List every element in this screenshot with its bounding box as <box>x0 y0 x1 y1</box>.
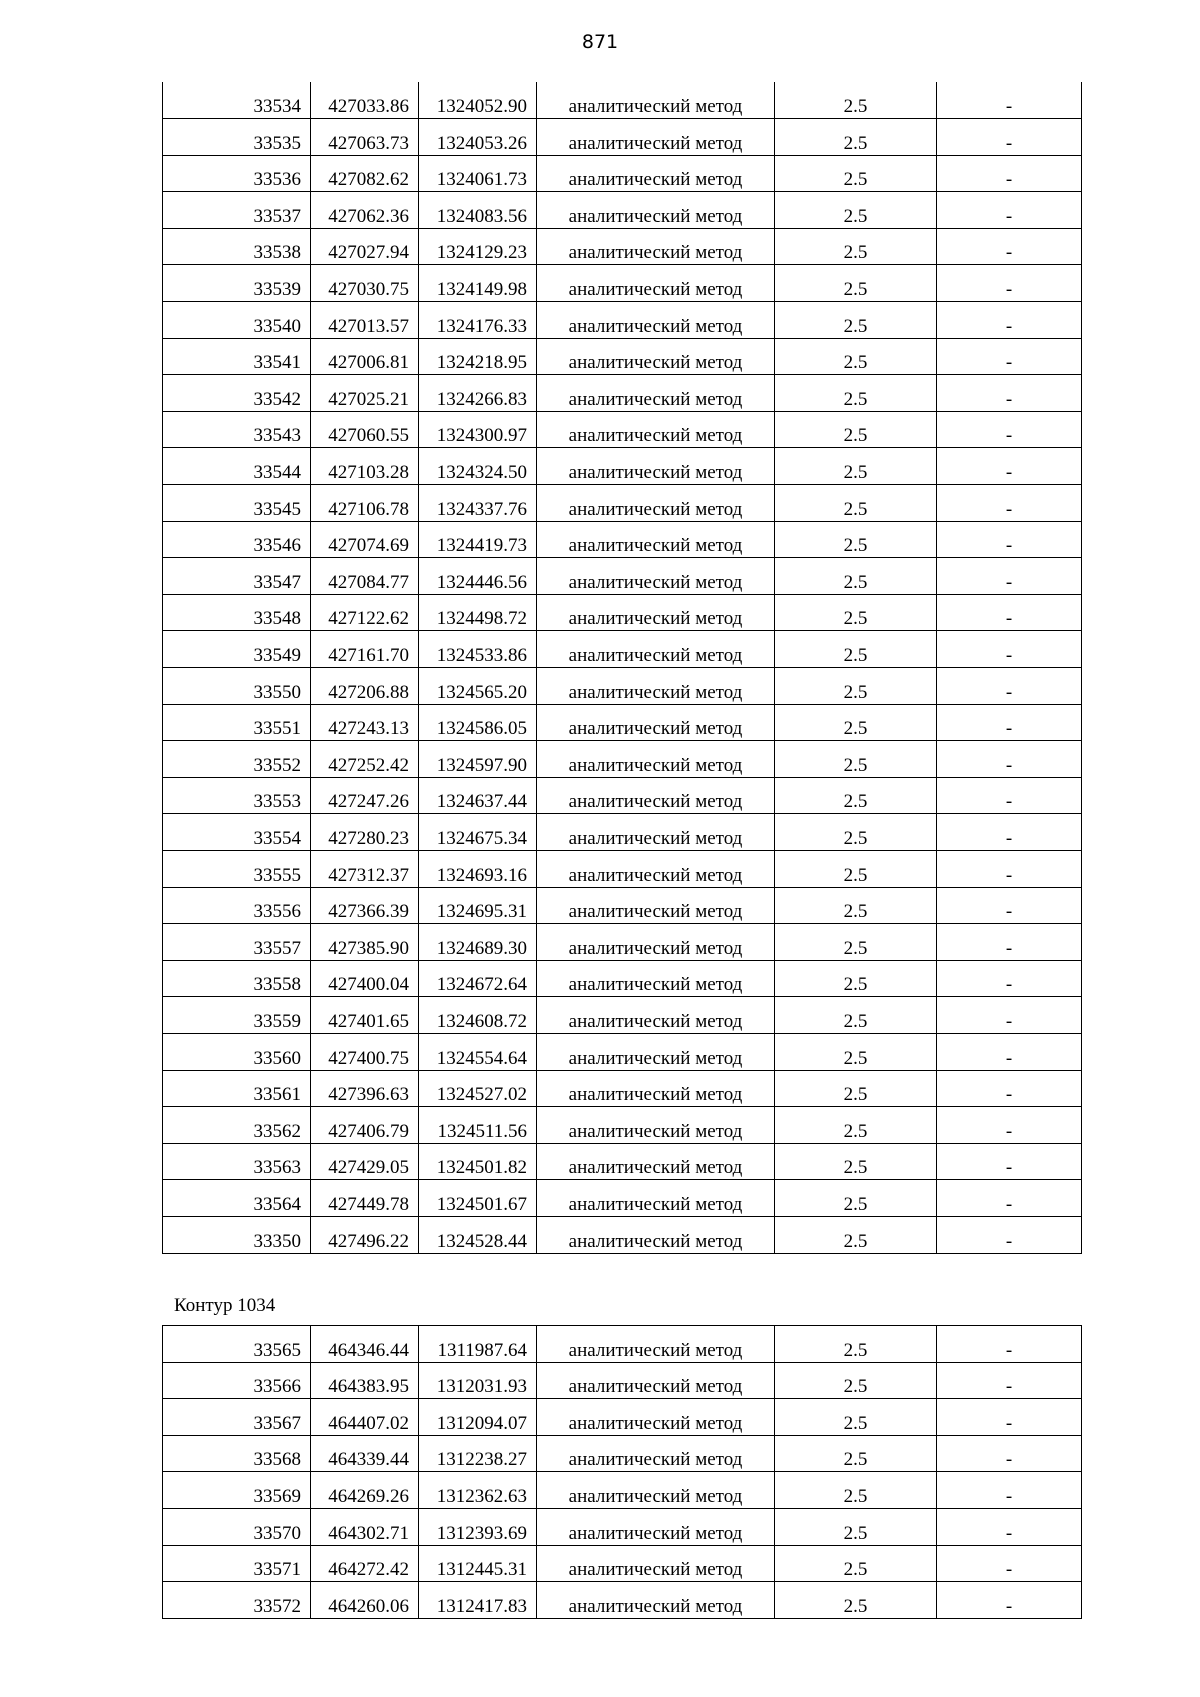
method-cell: аналитический метод <box>537 1033 775 1070</box>
note-cell: - <box>937 1107 1082 1144</box>
table-row <box>163 119 1082 156</box>
accuracy-cell: 2.5 <box>775 338 937 375</box>
table-row <box>163 448 1082 485</box>
table-row <box>163 814 1082 851</box>
y-coordinate-cell: 1324176.33 <box>419 302 537 339</box>
table-row <box>163 997 1082 1034</box>
x-coordinate-cell: 427396.63 <box>311 1070 419 1107</box>
x-coordinate-cell: 464346.44 <box>311 1326 419 1363</box>
method-cell: аналитический метод <box>537 777 775 814</box>
accuracy-cell: 2.5 <box>775 850 937 887</box>
accuracy-cell: 2.5 <box>775 1582 937 1619</box>
point-number-cell: 33560 <box>163 1033 311 1070</box>
note-cell: - <box>937 1582 1082 1619</box>
x-coordinate-cell: 427082.62 <box>311 155 419 192</box>
note-cell: - <box>937 448 1082 485</box>
table-row <box>163 338 1082 375</box>
note-cell: - <box>937 704 1082 741</box>
y-coordinate-cell: 1324565.20 <box>419 668 537 705</box>
y-coordinate-cell: 1324052.90 <box>419 82 537 119</box>
note-cell: - <box>937 1143 1082 1180</box>
x-coordinate-cell: 427206.88 <box>311 668 419 705</box>
y-coordinate-cell: 1324554.64 <box>419 1033 537 1070</box>
method-cell: аналитический метод <box>537 448 775 485</box>
point-number-cell: 33540 <box>163 302 311 339</box>
x-coordinate-cell: 427429.05 <box>311 1143 419 1180</box>
y-coordinate-cell: 1324689.30 <box>419 924 537 961</box>
method-cell: аналитический метод <box>537 155 775 192</box>
y-coordinate-cell: 1324083.56 <box>419 192 537 229</box>
x-coordinate-cell: 427033.86 <box>311 82 419 119</box>
x-coordinate-cell: 427027.94 <box>311 228 419 265</box>
note-cell: - <box>937 887 1082 924</box>
point-number-cell: 33350 <box>163 1216 311 1253</box>
x-coordinate-cell: 427280.23 <box>311 814 419 851</box>
table-row <box>163 228 1082 265</box>
table-row <box>163 668 1082 705</box>
contour-coordinates-table <box>162 1325 1082 1619</box>
table-row <box>163 1435 1082 1472</box>
point-number-cell: 33534 <box>163 82 311 119</box>
accuracy-cell: 2.5 <box>775 960 937 997</box>
note-cell: - <box>937 960 1082 997</box>
y-coordinate-cell: 1324446.56 <box>419 558 537 595</box>
note-cell: - <box>937 777 1082 814</box>
table-row <box>163 155 1082 192</box>
table-row <box>163 1399 1082 1436</box>
table-row <box>163 1582 1082 1619</box>
x-coordinate-cell: 427122.62 <box>311 594 419 631</box>
table-row <box>163 1216 1082 1253</box>
y-coordinate-cell: 1324511.56 <box>419 1107 537 1144</box>
note-cell: - <box>937 485 1082 522</box>
y-coordinate-cell: 1312094.07 <box>419 1399 537 1436</box>
y-coordinate-cell: 1312417.83 <box>419 1582 537 1619</box>
y-coordinate-cell: 1324149.98 <box>419 265 537 302</box>
point-number-cell: 33565 <box>163 1326 311 1363</box>
accuracy-cell: 2.5 <box>775 485 937 522</box>
table-row <box>163 850 1082 887</box>
table-row <box>163 960 1082 997</box>
note-cell: - <box>937 1180 1082 1217</box>
method-cell: аналитический метод <box>537 82 775 119</box>
coordinates-table <box>162 82 1082 1254</box>
x-coordinate-cell: 427161.70 <box>311 631 419 668</box>
y-coordinate-cell: 1312031.93 <box>419 1362 537 1399</box>
accuracy-cell: 2.5 <box>775 594 937 631</box>
y-coordinate-cell: 1324300.97 <box>419 411 537 448</box>
accuracy-cell: 2.5 <box>775 192 937 229</box>
point-number-cell: 33535 <box>163 119 311 156</box>
table-row <box>163 1362 1082 1399</box>
accuracy-cell: 2.5 <box>775 631 937 668</box>
table-row <box>163 1070 1082 1107</box>
accuracy-cell: 2.5 <box>775 448 937 485</box>
x-coordinate-cell: 427385.90 <box>311 924 419 961</box>
page-number: 871 <box>581 31 619 53</box>
point-number-cell: 33550 <box>163 668 311 705</box>
method-cell: аналитический метод <box>537 887 775 924</box>
y-coordinate-cell: 1324586.05 <box>419 704 537 741</box>
method-cell: аналитический метод <box>537 631 775 668</box>
accuracy-cell: 2.5 <box>775 411 937 448</box>
x-coordinate-cell: 427243.13 <box>311 704 419 741</box>
accuracy-cell: 2.5 <box>775 814 937 851</box>
note-cell: - <box>937 558 1082 595</box>
table-row <box>163 741 1082 778</box>
point-number-cell: 33562 <box>163 1107 311 1144</box>
x-coordinate-cell: 427247.26 <box>311 777 419 814</box>
note-cell: - <box>937 155 1082 192</box>
table-row <box>163 1143 1082 1180</box>
point-number-cell: 33559 <box>163 997 311 1034</box>
note-cell: - <box>937 119 1082 156</box>
note-cell: - <box>937 924 1082 961</box>
note-cell: - <box>937 338 1082 375</box>
method-cell: аналитический метод <box>537 1435 775 1472</box>
point-number-cell: 33551 <box>163 704 311 741</box>
table-row <box>163 594 1082 631</box>
method-cell: аналитический метод <box>537 1216 775 1253</box>
point-number-cell: 33571 <box>163 1545 311 1582</box>
accuracy-cell: 2.5 <box>775 1399 937 1436</box>
point-number-cell: 33570 <box>163 1508 311 1545</box>
note-cell: - <box>937 1216 1082 1253</box>
method-cell: аналитический метод <box>537 228 775 265</box>
accuracy-cell: 2.5 <box>775 997 937 1034</box>
method-cell: аналитический метод <box>537 1362 775 1399</box>
method-cell: аналитический метод <box>537 850 775 887</box>
note-cell: - <box>937 850 1082 887</box>
point-number-cell: 33542 <box>163 375 311 412</box>
note-cell: - <box>937 1033 1082 1070</box>
accuracy-cell: 2.5 <box>775 1107 937 1144</box>
note-cell: - <box>937 228 1082 265</box>
table-row <box>163 1508 1082 1545</box>
x-coordinate-cell: 427062.36 <box>311 192 419 229</box>
x-coordinate-cell: 427025.21 <box>311 375 419 412</box>
x-coordinate-cell: 464260.06 <box>311 1582 419 1619</box>
y-coordinate-cell: 1324129.23 <box>419 228 537 265</box>
y-coordinate-cell: 1324637.44 <box>419 777 537 814</box>
method-cell: аналитический метод <box>537 338 775 375</box>
note-cell: - <box>937 1472 1082 1509</box>
table-row <box>163 302 1082 339</box>
accuracy-cell: 2.5 <box>775 302 937 339</box>
note-cell: - <box>937 997 1082 1034</box>
x-coordinate-cell: 427252.42 <box>311 741 419 778</box>
table-row <box>163 924 1082 961</box>
point-number-cell: 33537 <box>163 192 311 229</box>
accuracy-cell: 2.5 <box>775 1362 937 1399</box>
point-number-cell: 33548 <box>163 594 311 631</box>
method-cell: аналитический метод <box>537 1545 775 1582</box>
accuracy-cell: 2.5 <box>775 155 937 192</box>
y-coordinate-cell: 1324498.72 <box>419 594 537 631</box>
x-coordinate-cell: 464383.95 <box>311 1362 419 1399</box>
x-coordinate-cell: 427401.65 <box>311 997 419 1034</box>
accuracy-cell: 2.5 <box>775 777 937 814</box>
point-number-cell: 33556 <box>163 887 311 924</box>
note-cell: - <box>937 1070 1082 1107</box>
point-number-cell: 33546 <box>163 521 311 558</box>
point-number-cell: 33568 <box>163 1435 311 1472</box>
point-number-cell: 33558 <box>163 960 311 997</box>
accuracy-cell: 2.5 <box>775 1143 937 1180</box>
note-cell: - <box>937 521 1082 558</box>
x-coordinate-cell: 427312.37 <box>311 850 419 887</box>
x-coordinate-cell: 427006.81 <box>311 338 419 375</box>
table-row <box>163 704 1082 741</box>
table-row <box>163 1180 1082 1217</box>
method-cell: аналитический метод <box>537 1472 775 1509</box>
accuracy-cell: 2.5 <box>775 1326 937 1363</box>
point-number-cell: 33544 <box>163 448 311 485</box>
y-coordinate-cell: 1324528.44 <box>419 1216 537 1253</box>
x-coordinate-cell: 464407.02 <box>311 1399 419 1436</box>
note-cell: - <box>937 1326 1082 1363</box>
note-cell: - <box>937 1508 1082 1545</box>
x-coordinate-cell: 464269.26 <box>311 1472 419 1509</box>
note-cell: - <box>937 631 1082 668</box>
accuracy-cell: 2.5 <box>775 228 937 265</box>
point-number-cell: 33572 <box>163 1582 311 1619</box>
note-cell: - <box>937 594 1082 631</box>
method-cell: аналитический метод <box>537 119 775 156</box>
method-cell: аналитический метод <box>537 302 775 339</box>
accuracy-cell: 2.5 <box>775 1070 937 1107</box>
y-coordinate-cell: 1324501.82 <box>419 1143 537 1180</box>
x-coordinate-cell: 427366.39 <box>311 887 419 924</box>
x-coordinate-cell: 427406.79 <box>311 1107 419 1144</box>
accuracy-cell: 2.5 <box>775 1180 937 1217</box>
y-coordinate-cell: 1324608.72 <box>419 997 537 1034</box>
point-number-cell: 33552 <box>163 741 311 778</box>
table-row <box>163 521 1082 558</box>
y-coordinate-cell: 1324053.26 <box>419 119 537 156</box>
point-number-cell: 33543 <box>163 411 311 448</box>
accuracy-cell: 2.5 <box>775 119 937 156</box>
y-coordinate-cell: 1324337.76 <box>419 485 537 522</box>
y-coordinate-cell: 1312445.31 <box>419 1545 537 1582</box>
accuracy-cell: 2.5 <box>775 375 937 412</box>
point-number-cell: 33555 <box>163 850 311 887</box>
point-number-cell: 33557 <box>163 924 311 961</box>
x-coordinate-cell: 427084.77 <box>311 558 419 595</box>
point-number-cell: 33541 <box>163 338 311 375</box>
table-row <box>163 411 1082 448</box>
method-cell: аналитический метод <box>537 1107 775 1144</box>
point-number-cell: 33561 <box>163 1070 311 1107</box>
y-coordinate-cell: 1324695.31 <box>419 887 537 924</box>
x-coordinate-cell: 427106.78 <box>311 485 419 522</box>
x-coordinate-cell: 427013.57 <box>311 302 419 339</box>
x-coordinate-cell: 427063.73 <box>311 119 419 156</box>
table-row <box>163 1545 1082 1582</box>
method-cell: аналитический метод <box>537 1582 775 1619</box>
method-cell: аналитический метод <box>537 192 775 229</box>
y-coordinate-cell: 1312393.69 <box>419 1508 537 1545</box>
point-number-cell: 33567 <box>163 1399 311 1436</box>
table-row <box>163 887 1082 924</box>
table-row <box>163 558 1082 595</box>
method-cell: аналитический метод <box>537 814 775 851</box>
point-number-cell: 33553 <box>163 777 311 814</box>
table-row <box>163 1326 1082 1363</box>
y-coordinate-cell: 1324324.50 <box>419 448 537 485</box>
note-cell: - <box>937 741 1082 778</box>
x-coordinate-cell: 427449.78 <box>311 1180 419 1217</box>
method-cell: аналитический метод <box>537 265 775 302</box>
method-cell: аналитический метод <box>537 924 775 961</box>
x-coordinate-cell: 427496.22 <box>311 1216 419 1253</box>
method-cell: аналитический метод <box>537 704 775 741</box>
method-cell: аналитический метод <box>537 1326 775 1363</box>
point-number-cell: 33549 <box>163 631 311 668</box>
table-row <box>163 777 1082 814</box>
note-cell: - <box>937 1435 1082 1472</box>
method-cell: аналитический метод <box>537 741 775 778</box>
method-cell: аналитический метод <box>537 594 775 631</box>
x-coordinate-cell: 464272.42 <box>311 1545 419 1582</box>
table-row <box>163 265 1082 302</box>
accuracy-cell: 2.5 <box>775 82 937 119</box>
y-coordinate-cell: 1324672.64 <box>419 960 537 997</box>
x-coordinate-cell: 427074.69 <box>311 521 419 558</box>
x-coordinate-cell: 427103.28 <box>311 448 419 485</box>
method-cell: аналитический метод <box>537 1070 775 1107</box>
table-row <box>163 1033 1082 1070</box>
table-row <box>163 1472 1082 1509</box>
note-cell: - <box>937 375 1082 412</box>
point-number-cell: 33569 <box>163 1472 311 1509</box>
accuracy-cell: 2.5 <box>775 924 937 961</box>
x-coordinate-cell: 427060.55 <box>311 411 419 448</box>
note-cell: - <box>937 302 1082 339</box>
note-cell: - <box>937 1399 1082 1436</box>
accuracy-cell: 2.5 <box>775 887 937 924</box>
note-cell: - <box>937 192 1082 229</box>
method-cell: аналитический метод <box>537 1143 775 1180</box>
y-coordinate-cell: 1324266.83 <box>419 375 537 412</box>
method-cell: аналитический метод <box>537 558 775 595</box>
accuracy-cell: 2.5 <box>775 741 937 778</box>
table-row <box>163 631 1082 668</box>
x-coordinate-cell: 464339.44 <box>311 1435 419 1472</box>
y-coordinate-cell: 1324533.86 <box>419 631 537 668</box>
accuracy-cell: 2.5 <box>775 265 937 302</box>
point-number-cell: 33545 <box>163 485 311 522</box>
accuracy-cell: 2.5 <box>775 558 937 595</box>
accuracy-cell: 2.5 <box>775 1472 937 1509</box>
table-row <box>163 82 1082 119</box>
point-number-cell: 33563 <box>163 1143 311 1180</box>
accuracy-cell: 2.5 <box>775 1216 937 1253</box>
note-cell: - <box>937 411 1082 448</box>
note-cell: - <box>937 1545 1082 1582</box>
table-row <box>163 1107 1082 1144</box>
y-coordinate-cell: 1324597.90 <box>419 741 537 778</box>
point-number-cell: 33538 <box>163 228 311 265</box>
y-coordinate-cell: 1312238.27 <box>419 1435 537 1472</box>
accuracy-cell: 2.5 <box>775 1435 937 1472</box>
y-coordinate-cell: 1312362.63 <box>419 1472 537 1509</box>
table-row <box>163 375 1082 412</box>
point-number-cell: 33564 <box>163 1180 311 1217</box>
y-coordinate-cell: 1324693.16 <box>419 850 537 887</box>
method-cell: аналитический метод <box>537 668 775 705</box>
note-cell: - <box>937 814 1082 851</box>
table-row <box>163 192 1082 229</box>
accuracy-cell: 2.5 <box>775 704 937 741</box>
note-cell: - <box>937 82 1082 119</box>
accuracy-cell: 2.5 <box>775 521 937 558</box>
accuracy-cell: 2.5 <box>775 1545 937 1582</box>
x-coordinate-cell: 427030.75 <box>311 265 419 302</box>
point-number-cell: 33536 <box>163 155 311 192</box>
note-cell: - <box>937 265 1082 302</box>
method-cell: аналитический метод <box>537 1399 775 1436</box>
method-cell: аналитический метод <box>537 411 775 448</box>
y-coordinate-cell: 1324675.34 <box>419 814 537 851</box>
contour-label: Контур 1034 <box>174 1295 276 1316</box>
y-coordinate-cell: 1324061.73 <box>419 155 537 192</box>
note-cell: - <box>937 668 1082 705</box>
method-cell: аналитический метод <box>537 1508 775 1545</box>
x-coordinate-cell: 427400.75 <box>311 1033 419 1070</box>
y-coordinate-cell: 1324501.67 <box>419 1180 537 1217</box>
table-row <box>163 485 1082 522</box>
accuracy-cell: 2.5 <box>775 1508 937 1545</box>
point-number-cell: 33547 <box>163 558 311 595</box>
note-cell: - <box>937 1362 1082 1399</box>
y-coordinate-cell: 1324419.73 <box>419 521 537 558</box>
y-coordinate-cell: 1311987.64 <box>419 1326 537 1363</box>
method-cell: аналитический метод <box>537 1180 775 1217</box>
accuracy-cell: 2.5 <box>775 668 937 705</box>
method-cell: аналитический метод <box>537 485 775 522</box>
method-cell: аналитический метод <box>537 997 775 1034</box>
y-coordinate-cell: 1324218.95 <box>419 338 537 375</box>
method-cell: аналитический метод <box>537 375 775 412</box>
method-cell: аналитический метод <box>537 521 775 558</box>
point-number-cell: 33554 <box>163 814 311 851</box>
x-coordinate-cell: 427400.04 <box>311 960 419 997</box>
x-coordinate-cell: 464302.71 <box>311 1508 419 1545</box>
point-number-cell: 33539 <box>163 265 311 302</box>
method-cell: аналитический метод <box>537 960 775 997</box>
y-coordinate-cell: 1324527.02 <box>419 1070 537 1107</box>
accuracy-cell: 2.5 <box>775 1033 937 1070</box>
point-number-cell: 33566 <box>163 1362 311 1399</box>
